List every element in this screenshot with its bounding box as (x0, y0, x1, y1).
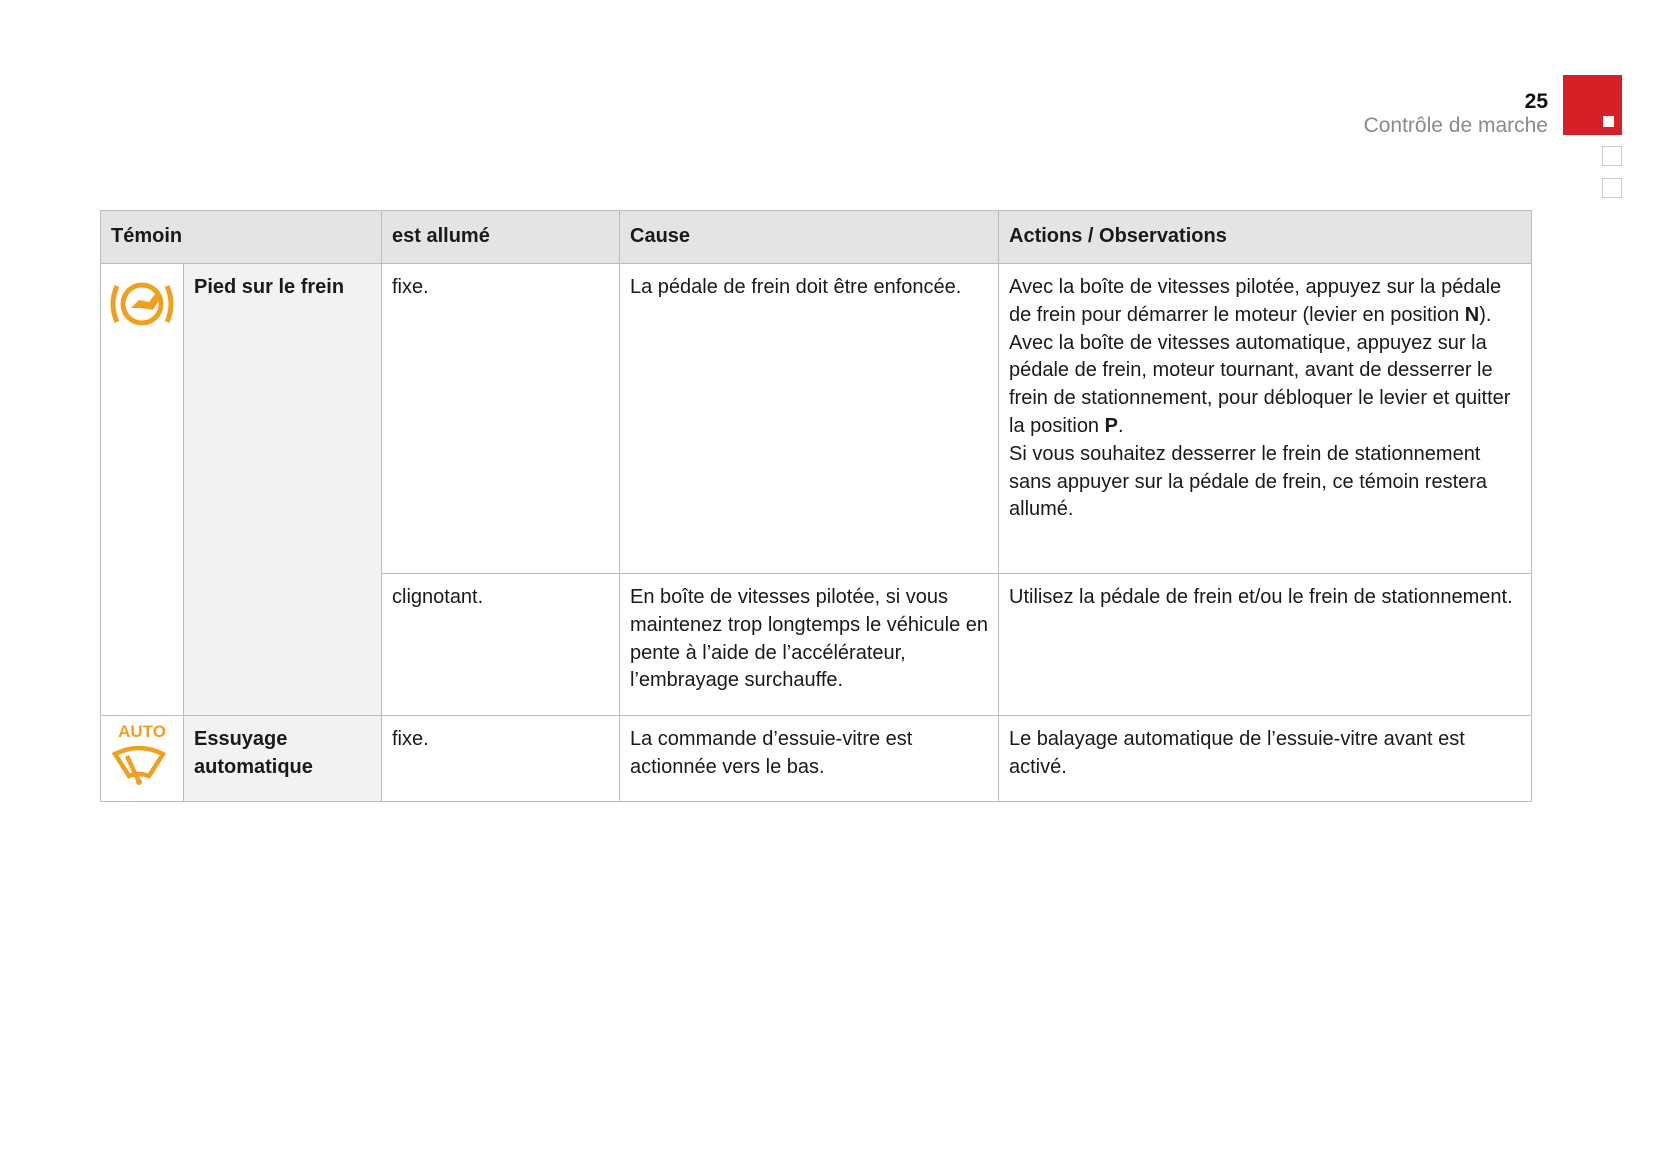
text: . (1117, 414, 1124, 437)
state-cell: clignotant. (382, 574, 620, 716)
auto-label: AUTO (118, 722, 166, 741)
text: P (1104, 414, 1118, 437)
text: ). (1479, 303, 1492, 326)
cause-cell: La pédale de frein doit être enfoncée. (620, 264, 999, 574)
cause-cell: En boîte de vitesses pilotée, si vous maintenez trop longtemps le véhicule en pente à l’aide de l’accélérateur, l’embrayage surchauffe. (620, 574, 999, 716)
state-cell: fixe. (382, 264, 620, 574)
column-header: Cause (620, 211, 999, 264)
actions-cell: Le balayage automatique de l’essuie-vitre avant est activé. (999, 716, 1532, 802)
actions-cell: Utilisez la pédale de frein et/ou le frein de stationnement. (999, 574, 1532, 716)
table-row (101, 264, 1532, 574)
chapter-tab-marker (1563, 75, 1622, 135)
table-header-row (101, 211, 1532, 264)
state-cell: fixe. (382, 716, 620, 802)
cause-cell: La commande d’essuie-vitre est actionnée vers le bas. (620, 716, 999, 802)
indicator-name: Pied sur le frein (184, 264, 382, 716)
text: Si vous souhaitez desserrer le frein de stationnement sans appuyer sur la pédale de frein, ce témoin restera allumé. (1009, 442, 1488, 521)
chapter-marker-empty (1602, 178, 1622, 198)
chapter-marker-empty (1602, 146, 1622, 166)
auto-wiper-icon (101, 716, 184, 802)
text: Avec la boîte de vitesses pilotée, appuyez sur la pédale de frein pour démarrer le moteur (levier en position (1009, 276, 1502, 326)
indicator-name: Essuyage automatique (184, 716, 382, 802)
text: Avec la boîte de vitesses automatique, appuyez sur la pédale de frein, moteur tournant, avant de desserrer le frein de stationnement, pour débloquer le levier et quitter la position (1009, 331, 1511, 437)
column-header: est allumé (382, 211, 620, 264)
text: N (1464, 303, 1480, 326)
brake-foot-icon (101, 264, 184, 716)
section-title: Contrôle de marche (1363, 114, 1548, 137)
column-header: Actions / Observations (999, 211, 1532, 264)
table-row (101, 716, 1532, 802)
warning-lights-table (100, 210, 1532, 802)
column-header: Témoin (101, 211, 382, 264)
page-number: 25 (1524, 90, 1548, 113)
actions-cell (999, 264, 1532, 574)
